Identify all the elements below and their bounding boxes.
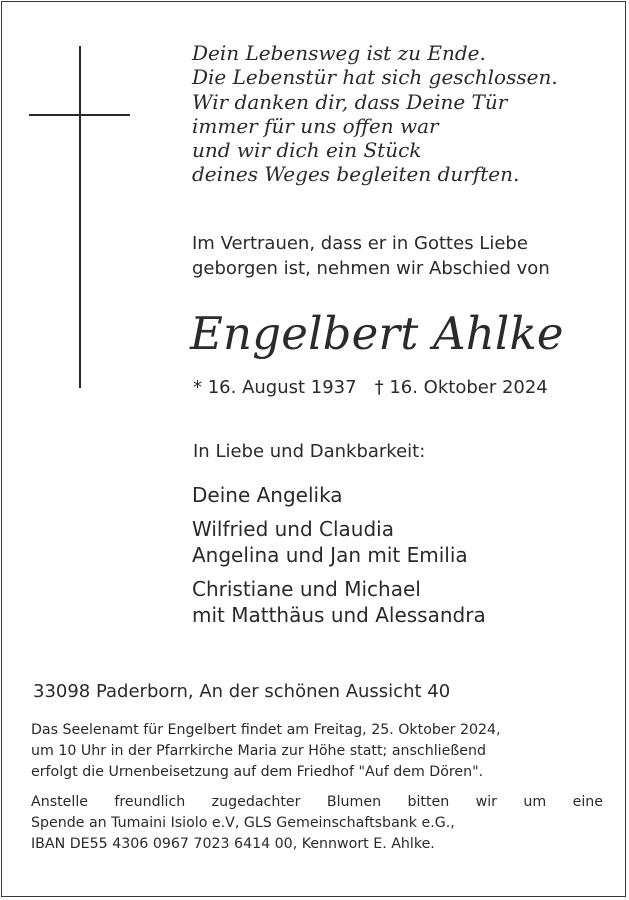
donation-notice-line: IBAN DE55 4306 0967 7023 6414 00, Kennwort E. Ahlke. <box>31 836 435 852</box>
service-and-donation-notice <box>31 720 603 855</box>
mourner-line: Angelina und Jan mit Emilia <box>192 543 468 567</box>
death-date: † 16. Oktober 2024 <box>374 377 548 398</box>
donation-notice-line: Spende an Tumaini Isiolo e.V, GLS Gemeinschaftsbank e.G., <box>31 815 455 831</box>
service-notice-line: um 10 Uhr in der Pfarrkirche Maria zur Höhe statt; anschließend <box>31 743 486 759</box>
cross-horizontal-bar <box>29 114 130 116</box>
service-notice <box>31 720 603 783</box>
poem-line: Dein Lebensweg ist zu Ende. <box>192 41 486 65</box>
donation-notice-line: Anstelle freundlich zugedachter Blumen bitten wir um eine <box>31 794 603 810</box>
cross-vertical-bar <box>79 46 81 388</box>
service-notice-line: Das Seelenamt für Engelbert findet am Freitag, 25. Oktober 2024, <box>31 722 501 738</box>
poem-line: immer für uns offen war <box>192 113 439 138</box>
mourner-line: Christiane und Michael <box>192 577 421 601</box>
mourner-group <box>192 516 612 568</box>
intro-line: Im Vertrauen, dass er in Gottes Liebe <box>192 233 528 254</box>
dedication-line: In Liebe und Dankbarkeit: <box>193 441 426 462</box>
mourner-line: mit Matthäus und Alessandra <box>192 603 486 627</box>
deceased-name: Engelbert Ahlke <box>190 307 564 360</box>
mourners-list <box>192 482 612 636</box>
donation-notice <box>31 792 603 855</box>
mourner-group <box>192 576 612 628</box>
poem-line: deines Weges begleiten durften. <box>192 162 520 187</box>
service-notice-line: erfolgt die Urnenbeisetzung auf dem Friedhof "Auf dem Dören". <box>31 764 484 780</box>
intro-line: geborgen ist, nehmen wir Abschied von <box>192 258 550 279</box>
birth-date: * 16. August 1937 <box>193 377 357 398</box>
family-address: 33098 Paderborn, An der schönen Aussicht 40 <box>33 681 451 702</box>
poem-line: und wir dich ein Stück <box>192 138 422 163</box>
farewell-intro <box>192 231 612 281</box>
mourner-line: Wilfried und Claudia <box>192 517 394 541</box>
memorial-poem <box>192 41 612 187</box>
mourner-line: Deine Angelika <box>192 483 343 507</box>
poem-line: Wir danken dir, dass Deine Tür <box>192 89 508 114</box>
poem-line: Die Lebenstür hat sich geschlossen. <box>192 65 558 90</box>
mourner-group <box>192 482 612 508</box>
life-dates <box>193 375 613 401</box>
